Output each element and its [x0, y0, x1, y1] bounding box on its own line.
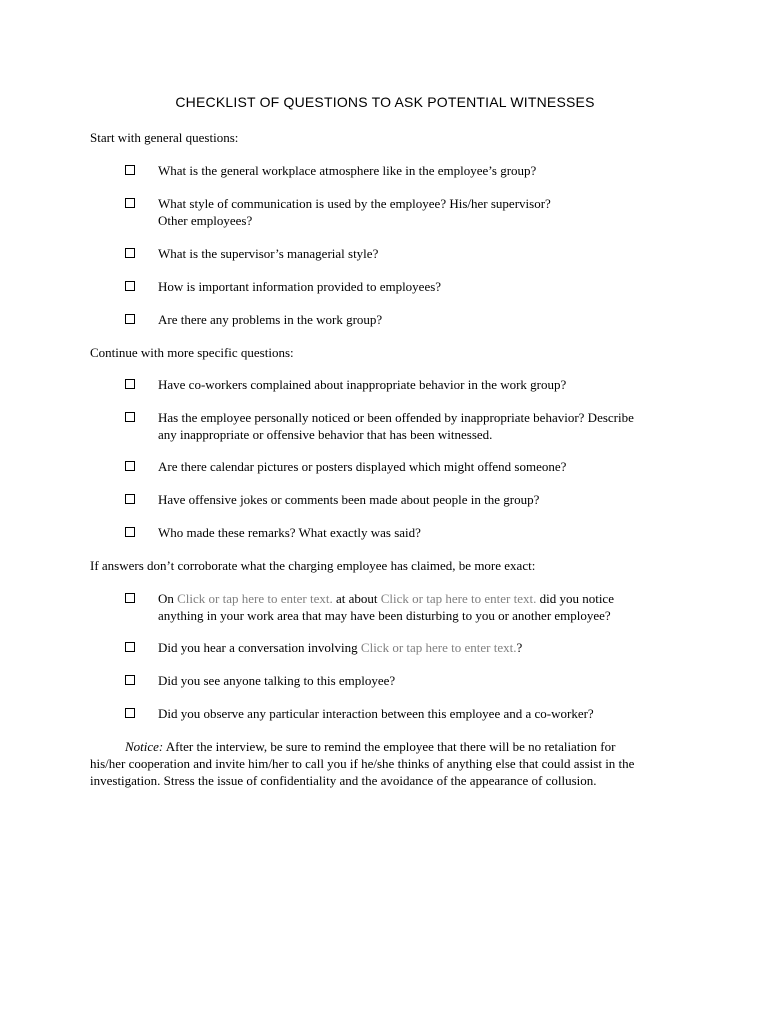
question-text: How is important information provided to employees? — [158, 279, 442, 294]
question-text: What style of communication is used by the employee? His/her supervisor? Other employees? — [158, 196, 551, 228]
checkbox[interactable] — [125, 314, 135, 324]
checkbox[interactable] — [125, 527, 135, 537]
section-intro-exact: If answers don’t corroborate what the charging employee has claimed, be more exact: — [90, 558, 536, 573]
date-entry-field[interactable]: Click or tap here to enter text. — [177, 591, 333, 606]
checkbox[interactable] — [125, 708, 135, 718]
question-text: Who made these remarks? What exactly was said? — [158, 525, 421, 540]
checkbox[interactable] — [125, 412, 135, 422]
section-intro-specific: Continue with more specific questions: — [90, 345, 294, 360]
checkbox[interactable] — [125, 198, 135, 208]
checkbox[interactable] — [125, 675, 135, 685]
question-text: Are there calendar pictures or posters displayed which might offend someone? — [158, 459, 567, 474]
question-text: Are there any problems in the work group? — [158, 312, 383, 327]
question-text: What is the supervisor’s managerial style? — [158, 246, 379, 261]
time-entry-field[interactable]: Click or tap here to enter text. — [380, 591, 537, 606]
checkbox[interactable] — [125, 593, 135, 603]
notice-paragraph: Notice: After the interview, be sure to remind the employee that there will be no retaliation for his/her cooperation and invite him/her to call you if he/she thinks of anything else that could assist in the investigation. Stress the issue of confidentiality and the avoidance of the appearance of collusion. — [90, 739, 635, 788]
checkbox[interactable] — [125, 165, 135, 175]
checkbox[interactable] — [125, 248, 135, 258]
page-title: CHECKLIST OF QUESTIONS TO ASK POTENTIAL WITNESSES — [175, 94, 595, 110]
checkbox[interactable] — [125, 461, 135, 471]
checkbox[interactable] — [125, 379, 135, 389]
notice-label: Notice: — [125, 739, 164, 754]
question-text: Has the employee personally noticed or been offended by inappropriate behavior? Describe any inappropriate or offensive behavior that has been witnessed. — [158, 410, 634, 442]
section-intro-general: Start with general questions: — [90, 130, 239, 145]
checkbox[interactable] — [125, 642, 135, 652]
person-entry-field[interactable]: Click or tap here to enter text. — [360, 640, 517, 655]
question-text: What is the general workplace atmosphere like in the employee’s group? — [158, 163, 537, 178]
question-text: Did you see anyone talking to this employee? — [158, 673, 396, 688]
question-text: On Click or tap here to enter text. at about Click or tap here to enter text. did you notice anything in your work area that may have been disturbing to you or another employee? — [158, 591, 614, 623]
question-text: Did you hear a conversation involving Click or tap here to enter text.? — [158, 640, 523, 655]
question-text: Have offensive jokes or comments been made about people in the group? — [158, 492, 540, 507]
checkbox[interactable] — [125, 281, 135, 291]
checkbox[interactable] — [125, 494, 135, 504]
question-text: Did you observe any particular interaction between this employee and a co-worker? — [158, 706, 594, 721]
question-text: Have co-workers complained about inappropriate behavior in the work group? — [158, 377, 567, 392]
